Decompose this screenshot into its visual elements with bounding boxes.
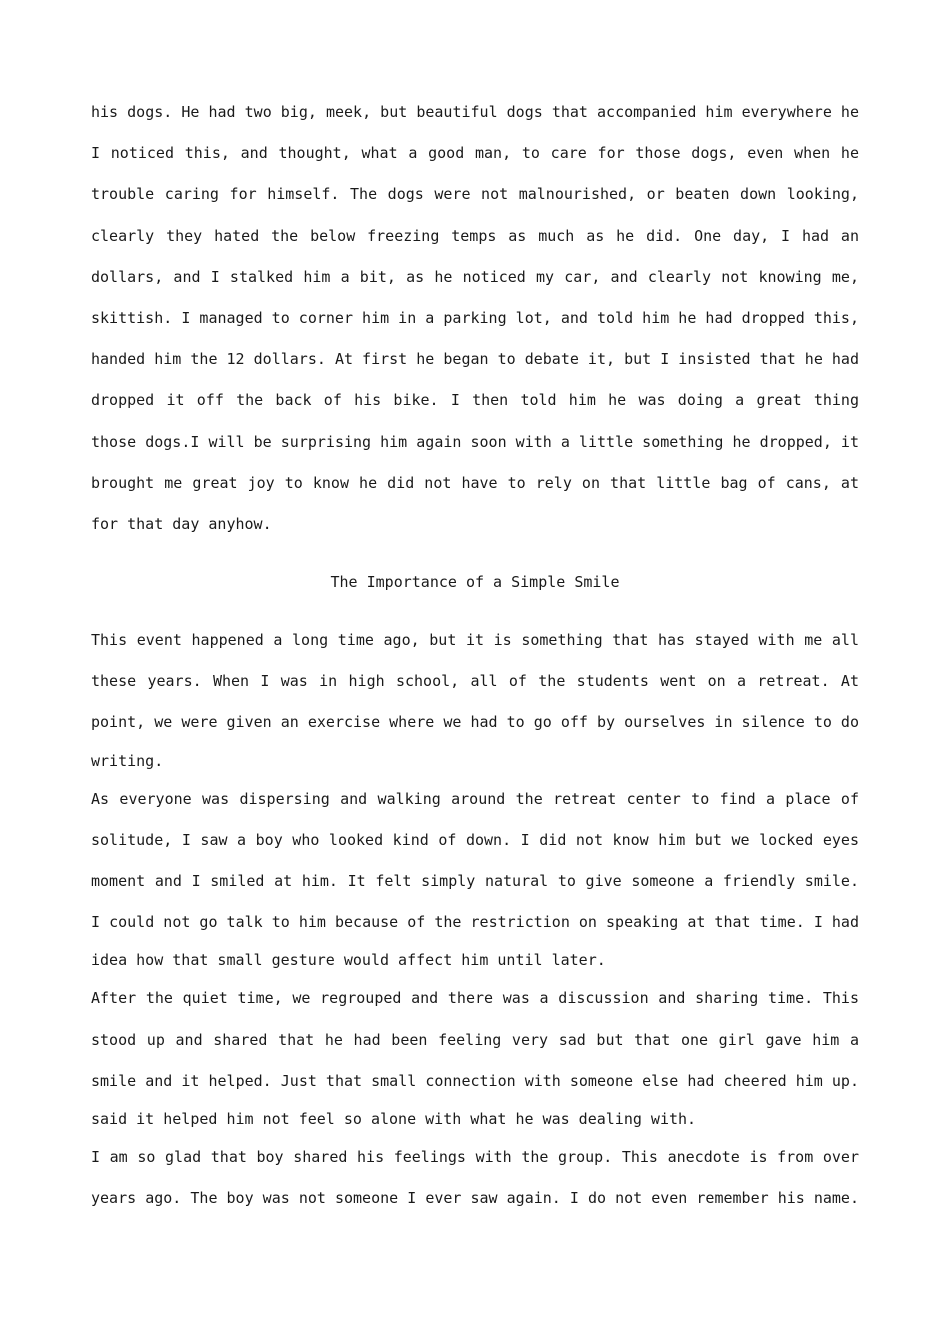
text-line: This event happened a long time ago, but it is something that has stayed with me all <box>91 631 859 650</box>
text-line: moment and I smiled at him. It felt simply natural to give someone a friendly smile. <box>91 872 859 890</box>
paragraph-4 <box>91 1137 859 1219</box>
text-line: for that day anyhow. <box>91 514 272 533</box>
text-line: dollars, and I stalked him a bit, as he noticed my car, and clearly not knowing me, <box>91 267 859 286</box>
intro-paragraph <box>91 92 859 545</box>
text-line: these years. When I was in high school, all of the students went on a retreat. At <box>91 672 859 691</box>
text-line: As everyone was dispersing and walking around the retreat center to find a place of <box>91 789 859 808</box>
text-line: skittish. I managed to corner him in a parking lot, and told him he had dropped this, <box>91 308 859 327</box>
text-line: years ago. The boy was not someone I ever saw again. I do not even remember his name. <box>91 1189 859 1208</box>
text-line: trouble caring for himself. The dogs were not malnourished, or beaten down looking, <box>91 185 859 204</box>
paragraph-1 <box>91 620 859 779</box>
text-line: smile and it helped. Just that small connection with someone else had cheered him up. <box>91 1071 859 1090</box>
text-line: point, we were given an exercise where we had to go off by ourselves in silence to do <box>91 713 859 732</box>
text-line: dropped it off the back of his bike. I then told him he was doing a great thing <box>91 391 859 410</box>
text-line: solitude, I saw a boy who looked kind of down. I did not know him but we locked eyes <box>91 830 859 849</box>
text-line: After the quiet time, we regrouped and there was a discussion and sharing time. This <box>91 989 859 1008</box>
text-line: those dogs.I will be surprising him again soon with a little something he dropped, it <box>91 432 859 451</box>
text-line: said it helped him not feel so alone with what he was dealing with. <box>91 1109 697 1128</box>
document-page <box>91 92 859 1219</box>
text-line: writing. <box>91 751 164 770</box>
text-line: I could not go talk to him because of the restriction on speaking at that time. I had <box>91 913 859 932</box>
text-line: stood up and shared that he had been feeling very sad but that one girl gave him a <box>91 1030 859 1049</box>
text-line: his dogs. He had two big, meek, but beautiful dogs that accompanied him everywhere he <box>91 103 859 121</box>
text-line: I am so glad that boy shared his feelings with the group. This anecdote is from over <box>91 1147 859 1166</box>
text-line: idea how that small gesture would affect him until later. <box>91 951 606 970</box>
text-line: clearly they hated the below freezing temps as much as he did. One day, I had an <box>91 226 859 245</box>
text-line: I noticed this, and thought, what a good man, to care for those dogs, even when he <box>91 144 859 163</box>
text-line: handed him the 12 dollars. At first he began to debate it, but I insisted that he had <box>91 350 859 369</box>
paragraph-2 <box>91 779 859 979</box>
text-line: brought me great joy to know he did not have to rely on that little bag of cans, at <box>91 473 859 492</box>
paragraph-3 <box>91 978 859 1137</box>
story-title: The Importance of a Simple Smile <box>330 573 620 592</box>
